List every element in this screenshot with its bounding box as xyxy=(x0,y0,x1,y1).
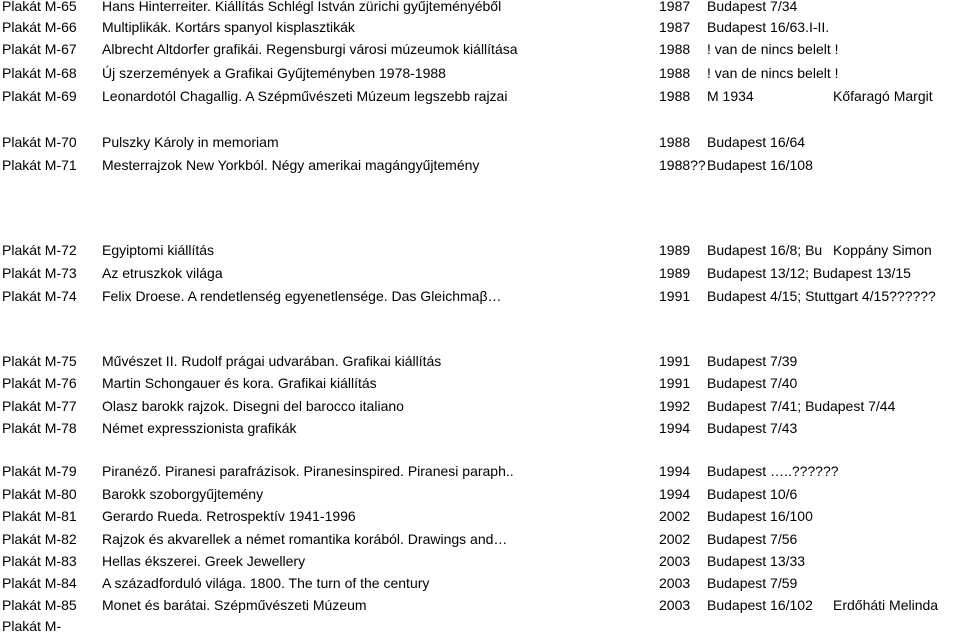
poster-code: Plakát M-81 xyxy=(2,508,77,524)
poster-year: 1992 xyxy=(659,398,691,414)
poster-location: Budapest 7/39 xyxy=(707,353,798,369)
poster-location: ! van de nincs belelt ! xyxy=(707,41,839,57)
poster-title: Új szerzemények a Grafikai Gyűjteményben 1978-1988 xyxy=(102,65,446,81)
poster-year: 1987 xyxy=(659,19,691,35)
poster-title: Piranéző. Piranesi parafrázisok. Piranesinspired. Piranesi paraph.. xyxy=(102,463,514,479)
table-row xyxy=(0,374,960,392)
table-row xyxy=(0,530,960,548)
poster-code: Plakát M-79 xyxy=(2,463,77,479)
poster-location: ! van de nincs belelt ! xyxy=(707,65,839,81)
poster-location: Budapest 7/34 xyxy=(707,0,798,14)
table-row xyxy=(0,617,960,635)
poster-year: 1988 xyxy=(659,134,691,150)
poster-year: 1988 xyxy=(659,41,691,57)
table-row xyxy=(0,133,960,151)
table-row xyxy=(0,0,960,15)
poster-location: Budapest 7/43 xyxy=(707,420,798,436)
poster-year: 1989 xyxy=(659,265,691,281)
poster-code: Plakát M-83 xyxy=(2,553,77,569)
poster-code: Plakát M-85 xyxy=(2,597,77,613)
poster-title: Hans Hinterreiter. Kiállítás Schlégl István zürichi gyűjteményéből xyxy=(102,0,502,14)
poster-code: Plakát M-68 xyxy=(2,65,77,81)
poster-location: Budapest 7/41; Budapest 7/44 xyxy=(707,398,896,414)
poster-designer: Kőfaragó Margit xyxy=(833,88,933,104)
poster-title: Albrecht Altdorfer grafikái. Regensburgi városi múzeumok kiállítása xyxy=(102,41,518,57)
poster-title: Hellas ékszerei. Greek Jewellery xyxy=(102,553,306,569)
poster-year: 1994 xyxy=(659,420,691,436)
poster-title: Gerardo Rueda. Retrospektív 1941-1996 xyxy=(102,508,356,524)
poster-location: Budapest 13/12; Budapest 13/15 xyxy=(707,265,911,281)
table-row xyxy=(0,156,960,174)
poster-title: Martin Schongauer és kora. Grafikai kiállítás xyxy=(102,375,377,391)
poster-year: 2003 xyxy=(659,597,691,613)
table-row xyxy=(0,419,960,437)
poster-code: Plakát M-73 xyxy=(2,265,77,281)
poster-year: 2003 xyxy=(659,553,691,569)
poster-year: 1988?? xyxy=(659,157,706,173)
table-row xyxy=(0,574,960,592)
poster-location: Budapest 16/64 xyxy=(707,134,806,150)
poster-title: Rajzok és akvarellek a német romantika korából. Drawings and… xyxy=(102,531,508,547)
poster-year: 1991 xyxy=(659,288,691,304)
poster-location: Budapest 7/40 xyxy=(707,375,798,391)
poster-location: Budapest 16/63.I-II. xyxy=(707,19,830,35)
poster-code: Plakát M-80 xyxy=(2,486,77,502)
table-row xyxy=(0,87,960,105)
poster-title: Pulszky Károly in memoriam xyxy=(102,134,279,150)
poster-year: 1991 xyxy=(659,375,691,391)
poster-title: Német expresszionista grafikák xyxy=(102,420,297,436)
table-row xyxy=(0,64,960,82)
poster-title: Multiplikák. Kortárs spanyol kisplasztikák xyxy=(102,19,355,35)
poster-year: 2002 xyxy=(659,508,691,524)
poster-title: Barokk szoborgyűjtemény xyxy=(102,486,264,502)
poster-code: Plakát M-69 xyxy=(2,88,77,104)
poster-code: Plakát M-78 xyxy=(2,420,77,436)
table-row xyxy=(0,241,960,259)
poster-year: 2002 xyxy=(659,531,691,547)
poster-title: Az etruszkok világa xyxy=(102,265,223,281)
poster-code: Plakát M-65 xyxy=(2,0,77,14)
poster-location: Budapest 16/100 xyxy=(707,508,813,524)
poster-year: 1988 xyxy=(659,88,691,104)
poster-title: Monet és barátai. Szépművészeti Múzeum xyxy=(102,597,367,613)
poster-code: Plakát M-76 xyxy=(2,375,77,391)
table-row xyxy=(0,287,960,305)
table-row xyxy=(0,40,960,58)
poster-code: Plakát M-71 xyxy=(2,157,77,173)
poster-code: Plakát M-82 xyxy=(2,531,77,547)
table-row xyxy=(0,397,960,415)
table-row xyxy=(0,462,960,480)
poster-location: Budapest 4/15; Stuttgart 4/15?????? xyxy=(707,288,936,304)
poster-code: Plakát M- xyxy=(2,618,62,634)
poster-year: 1989 xyxy=(659,242,691,258)
poster-location: Budapest 13/33 xyxy=(707,553,806,569)
poster-title: A századforduló világa. 1800. The turn of the century xyxy=(102,575,430,591)
poster-location: Budapest 10/6 xyxy=(707,486,798,502)
poster-year: 1994 xyxy=(659,486,691,502)
poster-location: Budapest …..?????? xyxy=(707,463,839,479)
table-row xyxy=(0,264,960,282)
poster-code: Plakát M-72 xyxy=(2,242,77,258)
poster-designer: Erdőháti Melinda xyxy=(833,597,939,613)
poster-location: Budapest 16/102 xyxy=(707,597,813,613)
poster-year: 1988 xyxy=(659,65,691,81)
poster-code: Plakát M-70 xyxy=(2,134,77,150)
poster-title: Mesterrajzok New Yorkból. Négy amerikai magángyűjtemény xyxy=(102,157,480,173)
poster-title: Egyiptomi kiállítás xyxy=(102,242,215,258)
poster-title: Művészet II. Rudolf prágai udvarában. Grafikai kiállítás xyxy=(102,353,442,369)
poster-year: 1991 xyxy=(659,353,691,369)
poster-code: Plakát M-67 xyxy=(2,41,77,57)
poster-code: Plakát M-74 xyxy=(2,288,77,304)
table-row xyxy=(0,352,960,370)
poster-code: Plakát M-75 xyxy=(2,353,77,369)
poster-location: Budapest 16/108 xyxy=(707,157,813,173)
poster-year: 2003 xyxy=(659,575,691,591)
poster-title: Olasz barokk rajzok. Disegni del barocco italiano xyxy=(102,398,404,414)
poster-title: Felix Droese. A rendetlenség egyenetlensége. Das Gleichmaβ… xyxy=(102,288,502,304)
table-row xyxy=(0,552,960,570)
poster-code: Plakát M-66 xyxy=(2,19,77,35)
poster-location: Budapest 7/59 xyxy=(707,575,798,591)
poster-designer: Koppány Simon xyxy=(833,242,932,258)
table-row xyxy=(0,18,960,36)
poster-code: Plakát M-84 xyxy=(2,575,77,591)
poster-year: 1987 xyxy=(659,0,691,14)
poster-title: Leonardotól Chagallig. A Szépművészeti Múzeum legszebb rajzai xyxy=(102,88,508,104)
table-row xyxy=(0,485,960,503)
table-row xyxy=(0,507,960,525)
table-row xyxy=(0,596,960,614)
poster-location: Budapest 16/8; Bu xyxy=(707,242,823,258)
poster-year: 1994 xyxy=(659,463,691,479)
poster-location: M 1934 xyxy=(707,88,754,104)
poster-location: Budapest 7/56 xyxy=(707,531,798,547)
poster-code: Plakát M-77 xyxy=(2,398,77,414)
